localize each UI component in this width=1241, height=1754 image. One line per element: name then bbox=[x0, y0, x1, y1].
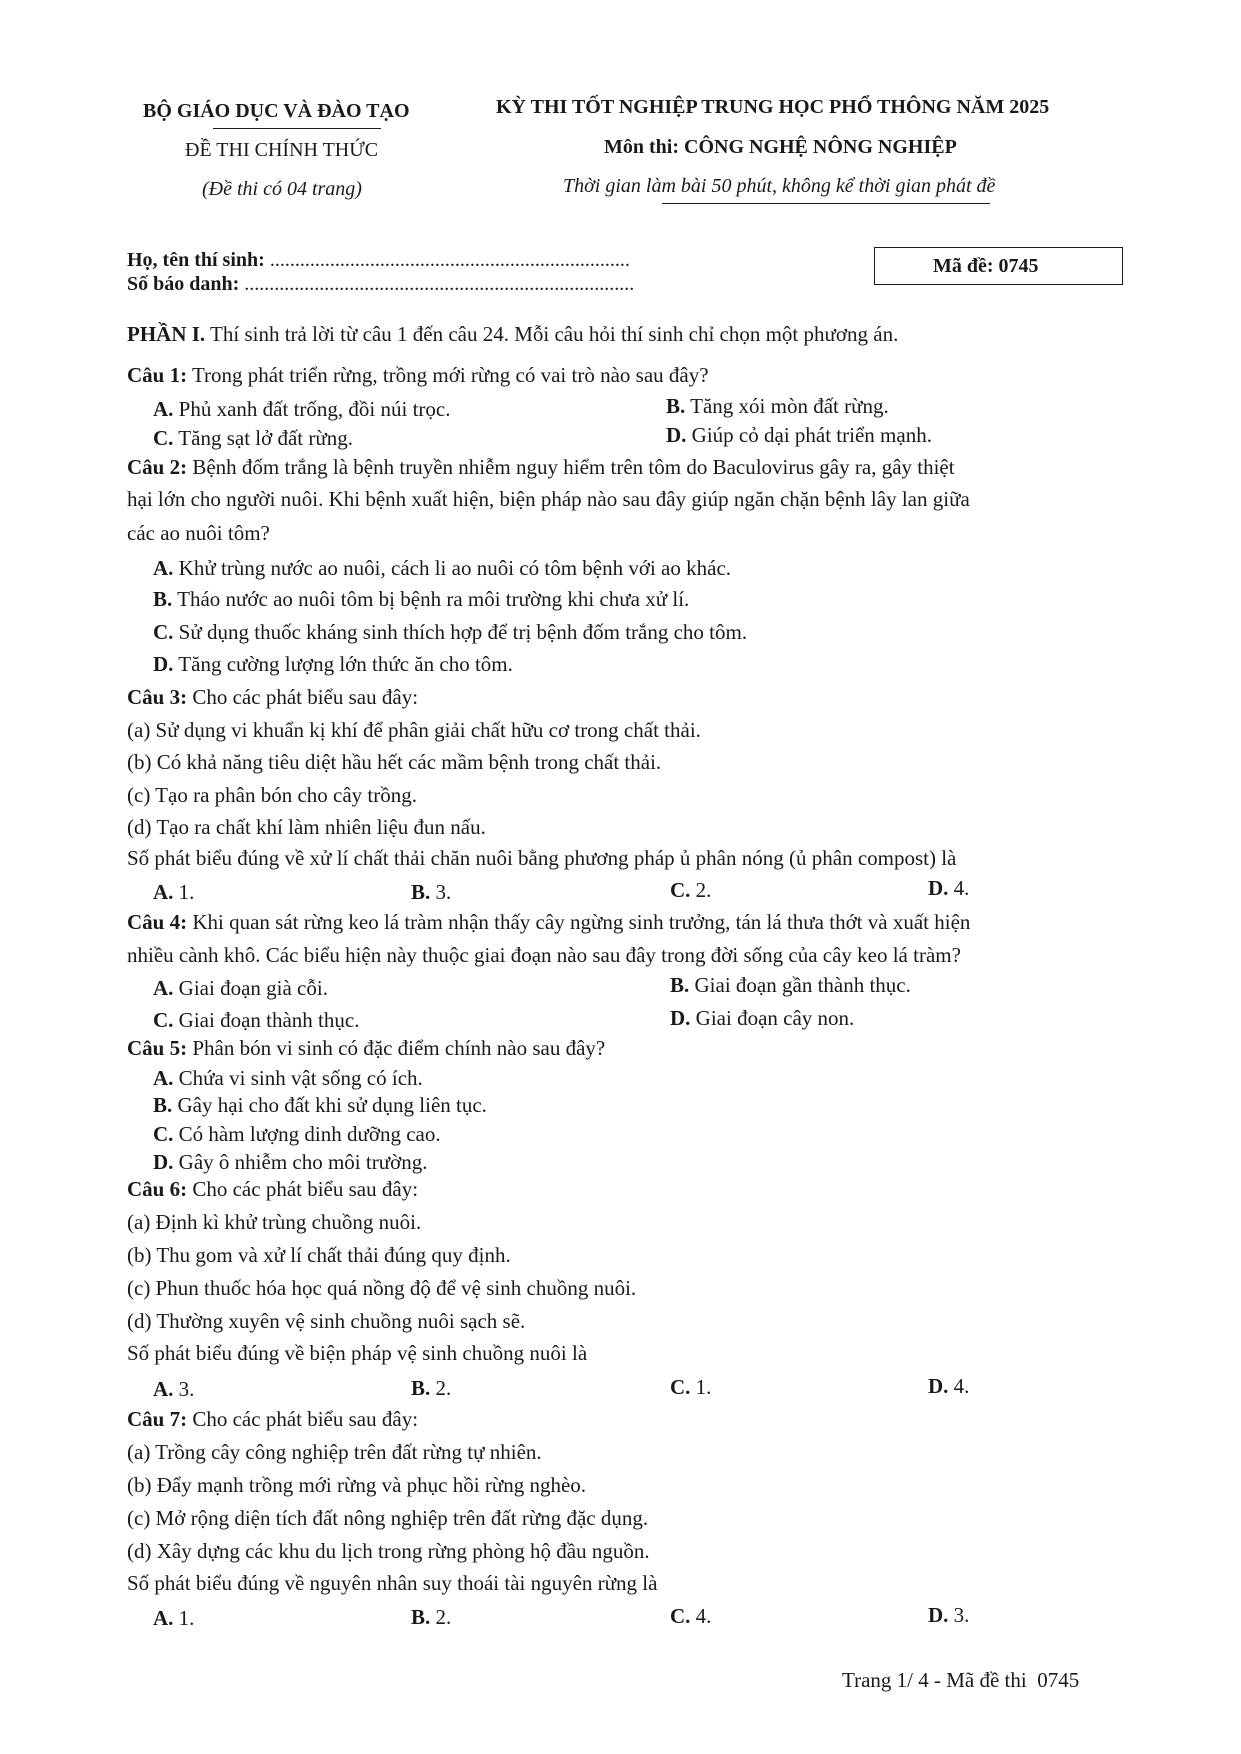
question-6-option-c[interactable] bbox=[670, 1375, 711, 1399]
question-7-option-c[interactable] bbox=[670, 1604, 711, 1628]
question-7-stem bbox=[127, 1407, 418, 1431]
exam-code-value: 0745 bbox=[998, 255, 1039, 277]
ministry-name: BỘ GIÁO DỤC VÀ ĐÀO TẠO bbox=[143, 100, 410, 122]
question-3-option-c[interactable] bbox=[670, 878, 711, 902]
option-key: D. bbox=[666, 423, 687, 447]
option-text: Gây ô nhiễm cho môi trường. bbox=[178, 1150, 428, 1174]
option-key: A. bbox=[153, 556, 174, 580]
question-2-option-c[interactable] bbox=[153, 620, 747, 644]
option-text: Phủ xanh đất trống, đồi núi trọc. bbox=[178, 397, 451, 421]
option-key: C. bbox=[670, 1375, 691, 1399]
question-2-option-a[interactable] bbox=[153, 556, 731, 580]
question-2-stem-line-3: các ao nuôi tôm? bbox=[127, 521, 270, 545]
option-text: 2. bbox=[435, 1605, 452, 1629]
section-text: Thí sinh trả lời từ câu 1 đến câu 24. Mỗi câu hỏi thí sinh chỉ chọn một phương án. bbox=[210, 322, 899, 346]
option-text: Tăng xói mòn đất rừng. bbox=[690, 394, 889, 418]
question-label: Câu 1: bbox=[127, 363, 188, 387]
question-3-option-b[interactable] bbox=[411, 880, 451, 904]
exam-code bbox=[933, 255, 1039, 278]
question-7-statement-b: (b) Đẩy mạnh trồng mới rừng và phục hồi rừng nghèo. bbox=[127, 1473, 587, 1497]
option-key: A. bbox=[153, 976, 174, 1000]
question-stem-line: Phân bón vi sinh có đặc điểm chính nào sau đây? bbox=[192, 1036, 606, 1060]
question-3-option-a[interactable] bbox=[153, 880, 194, 904]
option-key: B. bbox=[670, 973, 690, 997]
exam-title: KỲ THI TỐT NGHIỆP TRUNG HỌC PHỔ THÔNG NĂM 2025 bbox=[496, 96, 1050, 118]
exam-code-label: Mã đề: bbox=[933, 255, 994, 277]
question-4-option-b[interactable] bbox=[670, 973, 911, 997]
option-key: B. bbox=[411, 880, 431, 904]
time-note: Thời gian làm bài 50 phút, không kể thời gian phát đề bbox=[563, 175, 996, 197]
footer-code: 0745 bbox=[1037, 1668, 1080, 1692]
option-text: Tăng cường lượng lớn thức ăn cho tôm. bbox=[178, 652, 513, 676]
option-text: 4. bbox=[695, 1604, 712, 1628]
ministry-underline bbox=[213, 128, 381, 129]
question-1-option-d[interactable] bbox=[666, 423, 932, 447]
section-label: PHẦN I. bbox=[127, 322, 206, 346]
option-key: C. bbox=[670, 878, 691, 902]
candidate-name-dots: ........................................................................ bbox=[269, 249, 630, 271]
question-5-option-a[interactable] bbox=[153, 1066, 423, 1090]
question-4-option-a[interactable] bbox=[153, 976, 328, 1000]
option-key: D. bbox=[153, 652, 174, 676]
question-5-option-d[interactable] bbox=[153, 1150, 427, 1174]
option-key: B. bbox=[411, 1376, 431, 1400]
question-3-statement-d: (d) Tạo ra chất khí làm nhiên liệu đun nấu. bbox=[127, 815, 486, 839]
question-7-statement-c: (c) Mở rộng diện tích đất nông nghiệp trên đất rừng đặc dụng. bbox=[127, 1506, 649, 1530]
question-7-ask: Số phát biểu đúng về nguyên nhân suy thoái tài nguyên rừng là bbox=[127, 1571, 658, 1595]
footer-page-label: Trang 1/ 4 - Mã đề thi bbox=[842, 1668, 1027, 1692]
question-3-statement-c: (c) Tạo ra phân bón cho cây trồng. bbox=[127, 783, 418, 807]
candidate-name-label: Họ, tên thí sinh: bbox=[127, 249, 265, 271]
question-5-option-c[interactable] bbox=[153, 1122, 441, 1146]
time-underline bbox=[662, 203, 990, 204]
question-1-option-c[interactable] bbox=[153, 426, 353, 450]
candidate-id-dots: .............................................................................. bbox=[244, 273, 635, 295]
option-key: D. bbox=[928, 1374, 949, 1398]
question-3-stem bbox=[127, 685, 418, 709]
option-text: 4. bbox=[953, 1374, 970, 1398]
question-5-stem bbox=[127, 1036, 605, 1060]
option-text: Có hàm lượng dinh dưỡng cao. bbox=[178, 1122, 441, 1146]
question-stem-line: Bệnh đốm trắng là bệnh truyền nhiễm nguy hiểm trên tôm do Baculovirus gây ra, gây thiệt bbox=[192, 455, 955, 479]
question-6-statement-b: (b) Thu gom và xử lí chất thải đúng quy định. bbox=[127, 1243, 511, 1267]
question-7-option-a[interactable] bbox=[153, 1606, 194, 1630]
option-key: C. bbox=[153, 620, 174, 644]
option-text: 2. bbox=[435, 1376, 452, 1400]
question-stem-line: Khi quan sát rừng keo lá tràm nhận thấy cây ngừng sinh trưởng, tán lá thưa thớt và xuất hiện bbox=[192, 910, 971, 934]
question-label: Câu 7: bbox=[127, 1407, 188, 1431]
subject-line bbox=[604, 136, 957, 159]
subject-name: CÔNG NGHỆ NÔNG NGHIỆP bbox=[684, 136, 957, 158]
question-3-statement-b: (b) Có khả năng tiêu diệt hầu hết các mầm bệnh trong chất thải. bbox=[127, 750, 662, 774]
option-text: 3. bbox=[435, 880, 452, 904]
question-7-option-b[interactable] bbox=[411, 1605, 451, 1629]
option-text: 1. bbox=[178, 1606, 195, 1630]
question-4-stem bbox=[127, 910, 970, 934]
question-6-statement-a: (a) Định kì khử trùng chuồng nuôi. bbox=[127, 1210, 422, 1234]
question-2-stem-line-2: hại lớn cho người nuôi. Khi bệnh xuất hiện, biện pháp nào sau đây giúp ngăn chặn bệnh lây lan giữa bbox=[127, 487, 970, 511]
question-label: Câu 3: bbox=[127, 685, 188, 709]
subject-label: Môn thi: bbox=[604, 136, 679, 158]
section-heading bbox=[127, 322, 898, 346]
question-label: Câu 4: bbox=[127, 910, 188, 934]
option-key: D. bbox=[153, 1150, 174, 1174]
option-text: Giai đoạn gần thành thục. bbox=[694, 973, 911, 997]
question-3-option-d[interactable] bbox=[928, 876, 969, 900]
question-1-option-a[interactable] bbox=[153, 397, 450, 421]
question-6-stem bbox=[127, 1177, 418, 1201]
question-4-stem-line-2: nhiều cành khô. Các biểu hiện này thuộc giai đoạn nào sau đây trong đời sống của cây keo lá tràm? bbox=[127, 943, 961, 967]
option-key: A. bbox=[153, 1606, 174, 1630]
question-4-option-c[interactable] bbox=[153, 1008, 359, 1032]
question-1-stem bbox=[127, 363, 709, 387]
option-key: B. bbox=[153, 1093, 173, 1117]
question-7-statement-d: (d) Xây dựng các khu du lịch trong rừng phòng hộ đầu nguồn. bbox=[127, 1539, 650, 1563]
official-label: ĐỀ THI CHÍNH THỨC bbox=[185, 139, 379, 161]
option-key: A. bbox=[153, 880, 174, 904]
question-3-ask: Số phát biểu đúng về xử lí chất thải chăn nuôi bằng phương pháp ủ phân nóng (ủ phân compost) là bbox=[127, 846, 957, 870]
page-footer bbox=[842, 1668, 1079, 1692]
question-stem-line: Cho các phát biểu sau đây: bbox=[192, 685, 419, 709]
option-key: D. bbox=[928, 876, 949, 900]
option-key: A. bbox=[153, 1066, 174, 1090]
option-text: Giai đoạn thành thục. bbox=[178, 1008, 360, 1032]
option-key: B. bbox=[666, 394, 686, 418]
question-label: Câu 6: bbox=[127, 1177, 188, 1201]
question-3-statement-a: (a) Sử dụng vi khuẩn kị khí để phân giải chất hữu cơ trong chất thải. bbox=[127, 718, 701, 742]
question-6-option-b[interactable] bbox=[411, 1376, 451, 1400]
candidate-name-line bbox=[127, 249, 630, 272]
option-key: A. bbox=[153, 1377, 174, 1401]
option-text: Tháo nước ao nuôi tôm bị bệnh ra môi trường khi chưa xử lí. bbox=[177, 587, 690, 611]
option-text: Gây hại cho đất khi sử dụng liên tục. bbox=[177, 1093, 487, 1117]
question-7-option-d[interactable] bbox=[928, 1603, 969, 1627]
question-stem-line: Cho các phát biểu sau đây: bbox=[192, 1407, 419, 1431]
question-label: Câu 2: bbox=[127, 455, 188, 479]
candidate-id-line bbox=[127, 273, 634, 296]
option-text: Chứa vi sinh vật sống có ích. bbox=[178, 1066, 423, 1090]
question-2-stem bbox=[127, 455, 955, 479]
option-text: 4. bbox=[953, 876, 970, 900]
question-6-statement-d: (d) Thường xuyên vệ sinh chuồng nuôi sạch sẽ. bbox=[127, 1309, 526, 1333]
candidate-id-label: Số báo danh: bbox=[127, 273, 240, 295]
option-text: Giai đoạn cây non. bbox=[695, 1006, 855, 1030]
option-text: 1. bbox=[178, 880, 195, 904]
option-key: D. bbox=[670, 1006, 691, 1030]
option-text: 3. bbox=[953, 1603, 970, 1627]
question-2-option-b[interactable] bbox=[153, 587, 689, 611]
option-key: C. bbox=[670, 1604, 691, 1628]
option-text: Tăng sạt lở đất rừng. bbox=[178, 426, 353, 450]
question-2-option-d[interactable] bbox=[153, 652, 513, 676]
option-text: Giúp cỏ dại phát triển mạnh. bbox=[691, 423, 932, 447]
option-key: C. bbox=[153, 426, 174, 450]
question-6-option-d[interactable] bbox=[928, 1374, 969, 1398]
option-text: Giai đoạn già cỗi. bbox=[178, 976, 328, 1000]
pages-note: (Đề thi có 04 trang) bbox=[202, 178, 362, 200]
option-key: C. bbox=[153, 1122, 174, 1146]
option-key: B. bbox=[411, 1605, 431, 1629]
option-key: A. bbox=[153, 397, 174, 421]
option-text: Sử dụng thuốc kháng sinh thích hợp để trị bệnh đốm trắng cho tôm. bbox=[178, 620, 748, 644]
question-7-statement-a: (a) Trồng cây công nghiệp trên đất rừng tự nhiên. bbox=[127, 1440, 542, 1464]
question-6-ask: Số phát biểu đúng về biện pháp vệ sinh chuồng nuôi là bbox=[127, 1341, 588, 1365]
question-4-option-d[interactable] bbox=[670, 1006, 854, 1030]
question-6-statement-c: (c) Phun thuốc hóa học quá nồng độ để vệ sinh chuồng nuôi. bbox=[127, 1276, 637, 1300]
question-label: Câu 5: bbox=[127, 1036, 188, 1060]
question-stem-line: Trong phát triển rừng, trồng mới rừng có vai trò nào sau đây? bbox=[191, 363, 709, 387]
option-key: D. bbox=[928, 1603, 949, 1627]
option-text: 2. bbox=[695, 878, 712, 902]
question-stem-line: Cho các phát biểu sau đây: bbox=[192, 1177, 419, 1201]
option-text: Khử trùng nước ao nuôi, cách li ao nuôi có tôm bệnh với ao khác. bbox=[178, 556, 732, 580]
option-key: C. bbox=[153, 1008, 174, 1032]
question-5-option-b[interactable] bbox=[153, 1093, 487, 1117]
question-6-option-a[interactable] bbox=[153, 1377, 194, 1401]
question-1-option-b[interactable] bbox=[666, 394, 889, 418]
option-text: 3. bbox=[178, 1377, 195, 1401]
option-key: B. bbox=[153, 587, 173, 611]
option-text: 1. bbox=[695, 1375, 712, 1399]
